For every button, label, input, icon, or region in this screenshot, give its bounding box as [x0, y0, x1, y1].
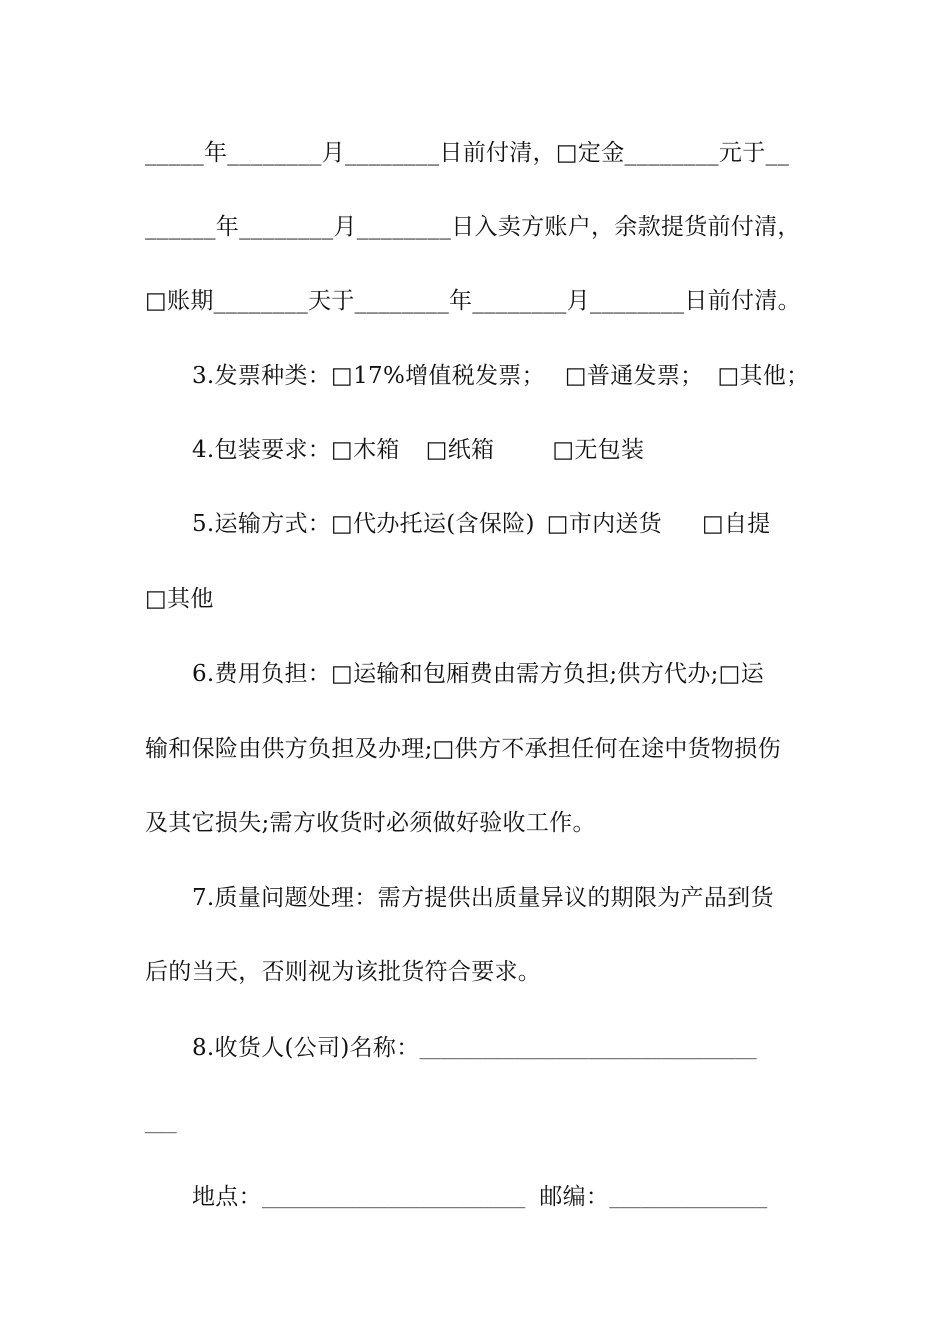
transport-option-city-delivery: □市内送货	[546, 511, 662, 537]
cost-line-3: 及其它损失;需方收货时必须做好验收工作。	[145, 810, 596, 836]
packaging-option-wood: □木箱	[331, 437, 400, 463]
invoice-option-other: □其他；	[717, 363, 810, 389]
invoice-option-ordinary: □普通发票；	[564, 363, 704, 389]
transport-option-other: □其他	[145, 586, 214, 612]
packaging-option-carton: □纸箱	[425, 437, 495, 463]
postcode-label: 邮编：	[539, 1184, 610, 1210]
invoice-option-vat: □17%增值税发票；	[331, 363, 545, 389]
quality-line-1: 7.质量问题处理：需方提供出质量异议的期限为产品到货	[192, 885, 774, 911]
receiver-name-line	[192, 1033, 862, 1065]
invoice-type-line	[192, 361, 862, 391]
quality-line-2: 后的当天，否则视为该批货符合要求。	[145, 959, 542, 985]
receiver-name-blank: ________________________________	[419, 1040, 757, 1060]
transport-option-consign: □代办托运(含保险)	[331, 511, 535, 537]
place-blank: _________________________	[261, 1189, 526, 1209]
place-label: 地点：	[192, 1184, 262, 1210]
receiver-name-blank-2: ___	[145, 1114, 177, 1134]
payment-line-1: _____年________月________日前付清，□定金________元于__	[145, 140, 790, 166]
transport-line	[192, 509, 862, 539]
transport-label: 5.运输方式：	[192, 511, 332, 537]
packaging-label: 4.包装要求：	[192, 437, 332, 463]
payment-line-2: ______年________月________日入卖方账户，余款提货前付清，	[145, 214, 801, 240]
packaging-option-none: □无包装	[552, 437, 645, 463]
receiver-name-blank-continued	[145, 1107, 815, 1139]
payment-line-3: □账期________天于________年________月________日前付清。	[145, 288, 801, 314]
receiver-name-label: 8.收货人(公司)名称：	[192, 1035, 420, 1061]
invoice-type-label: 3.发票种类：	[192, 363, 332, 389]
cost-line-1: 6.费用负担：□运输和包厢费由需方负担;供方代办;□运	[192, 661, 765, 687]
cost-line-2: 输和保险由供方负担及办理;□供方不承担任何在途中货物损伤	[145, 736, 781, 762]
packaging-line	[192, 435, 862, 465]
transport-option-self-pickup: □自提	[701, 511, 771, 537]
postcode-blank: _______________	[609, 1189, 768, 1209]
address-line	[192, 1182, 862, 1214]
